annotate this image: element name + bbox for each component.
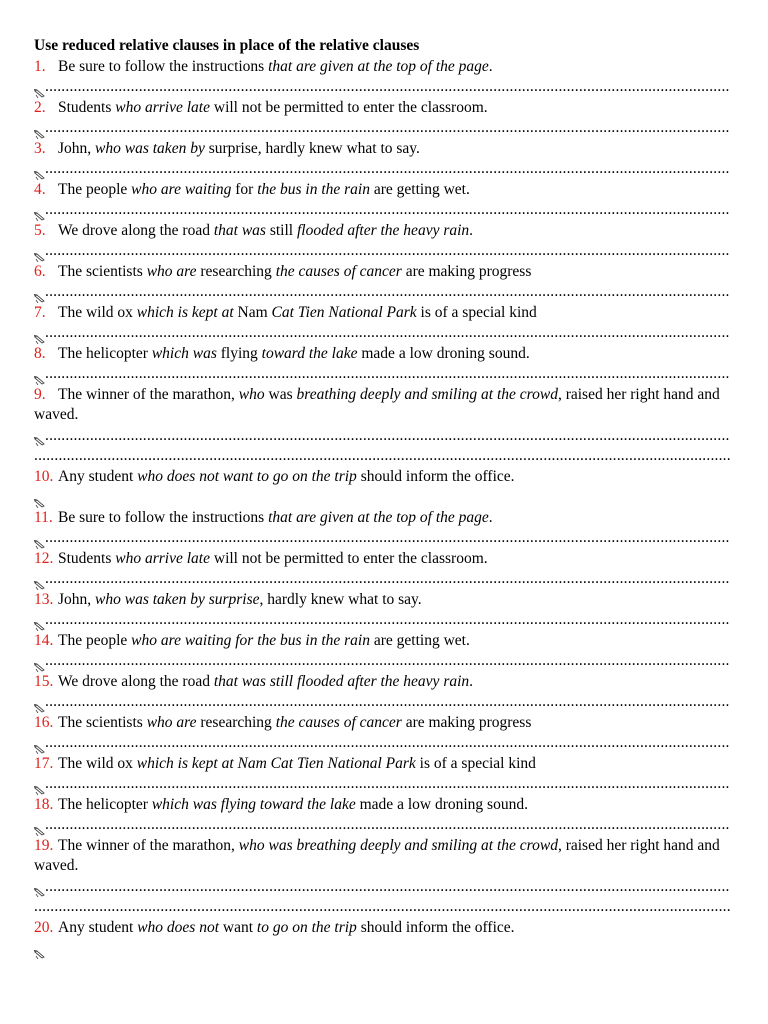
pencil-icon <box>34 331 45 341</box>
exercise-number: 11. <box>34 508 53 526</box>
answer-dotted-line <box>45 733 730 754</box>
relative-clause-text: which was <box>151 344 217 362</box>
answer-line[interactable] <box>34 118 730 139</box>
sentence-text: are getting wet. <box>370 180 470 198</box>
exercise-item <box>34 262 730 303</box>
exercise-sentence <box>34 180 730 201</box>
exercise-sentence <box>34 549 730 570</box>
sentence-text: want <box>219 918 257 936</box>
answer-line[interactable] <box>34 938 730 959</box>
worksheet-title: Use reduced relative clauses in place of the relative clauses <box>34 37 420 54</box>
exercise-item <box>34 139 730 180</box>
answer-line[interactable] <box>34 692 730 713</box>
pencil-icon <box>34 618 45 628</box>
exercise-sentence <box>34 918 730 939</box>
pencil-icon <box>34 823 45 833</box>
answer-line[interactable] <box>34 241 730 262</box>
exercise-number: 13. <box>34 590 54 608</box>
answer-dotted-line <box>45 241 730 262</box>
sentence-text: was <box>264 385 297 403</box>
exercise-number: 7. <box>34 303 46 321</box>
exercise-item <box>34 918 730 959</box>
relative-clause-text: Cat Tien National Park <box>271 303 417 321</box>
exercise-number: 12. <box>34 549 54 567</box>
exercise-number: 9. <box>34 385 46 403</box>
sentence-text: , raised her right hand and waved. <box>34 836 720 874</box>
exercise-item <box>34 713 730 754</box>
relative-clause-text: that was still flooded after the heavy rain <box>213 672 470 690</box>
answer-dotted-line <box>45 774 730 795</box>
exercise-number: 20. <box>34 918 54 936</box>
sentence-text: researching <box>196 713 276 731</box>
answer-dotted-line <box>45 651 730 672</box>
sentence-text: should inform the office. <box>356 918 515 936</box>
sentence-text: The scientists <box>58 713 147 731</box>
sentence-text: Any student <box>58 467 138 485</box>
answer-line[interactable] <box>34 282 730 303</box>
exercise-number: 8. <box>34 344 46 362</box>
relative-clause-text: who are waiting <box>131 180 232 198</box>
answer-dotted-line <box>45 487 730 508</box>
exercise-number: 18. <box>34 795 54 813</box>
relative-clause-text: the causes of cancer <box>275 713 402 731</box>
relative-clause-text: who are <box>146 713 197 731</box>
relative-clause-text: that was <box>213 221 266 239</box>
answer-dotted-line <box>45 528 730 549</box>
exercise-sentence <box>34 385 730 426</box>
exercise-sentence <box>34 590 730 611</box>
sentence-text: , hardly knew what to say. <box>259 590 422 608</box>
sentence-text: The wild ox <box>58 754 137 772</box>
pencil-icon <box>34 946 45 956</box>
sentence-text: are getting wet. <box>370 631 470 649</box>
sentence-text: The winner of the marathon, <box>58 385 239 403</box>
relative-clause-text: which is kept at <box>136 303 234 321</box>
exercise-item <box>34 385 730 467</box>
answer-line[interactable] <box>34 877 730 898</box>
exercise-sentence <box>34 795 730 816</box>
answer-line[interactable] <box>34 569 730 590</box>
exercise-sentence <box>34 139 730 160</box>
pencil-icon <box>34 782 45 792</box>
sentence-text: are making progress <box>401 713 532 731</box>
sentence-text: still <box>265 221 297 239</box>
exercise-sentence <box>34 713 730 734</box>
answer-line[interactable] <box>34 323 730 344</box>
exercise-item <box>34 508 730 549</box>
answer-dotted-line[interactable] <box>34 446 730 467</box>
answer-dotted-line <box>45 938 730 959</box>
exercise-number: 2. <box>34 98 46 116</box>
exercise-sentence <box>34 344 730 365</box>
sentence-text: , raised her right hand and waved. <box>34 385 720 423</box>
answer-dotted-line <box>45 77 730 98</box>
relative-clause-text: breathing deeply and smiling at the crowd <box>296 385 558 403</box>
answer-line[interactable] <box>34 487 730 508</box>
pencil-icon <box>34 741 45 751</box>
exercise-sentence <box>34 303 730 324</box>
sentence-text: surprise, hardly knew what to say. <box>204 139 420 157</box>
exercise-sentence <box>34 262 730 283</box>
pencil-icon <box>34 577 45 587</box>
answer-dotted-line <box>45 118 730 139</box>
exercise-item <box>34 221 730 262</box>
answer-line[interactable] <box>34 200 730 221</box>
exercise-sentence <box>34 57 730 78</box>
answer-dotted-line <box>45 282 730 303</box>
answer-dotted-line <box>45 200 730 221</box>
exercise-item <box>34 467 730 508</box>
answer-line[interactable] <box>34 733 730 754</box>
sentence-text: researching <box>196 262 276 280</box>
sentence-text: Nam <box>233 303 272 321</box>
sentence-text: John, <box>58 590 96 608</box>
sentence-text: are making progress <box>401 262 532 280</box>
relative-clause-text: who <box>238 385 265 403</box>
answer-line[interactable] <box>34 528 730 549</box>
exercise-item <box>34 795 730 836</box>
answer-dotted-line <box>45 692 730 713</box>
answer-line[interactable] <box>34 364 730 385</box>
relative-clause-text: toward the lake <box>261 344 358 362</box>
relative-clause-text: who was taken by surprise <box>95 590 260 608</box>
sentence-text: The wild ox <box>58 303 137 321</box>
sentence-text: Students <box>58 98 116 116</box>
exercise-sentence <box>34 221 730 242</box>
answer-line[interactable] <box>34 610 730 631</box>
answer-line[interactable] <box>34 159 730 180</box>
pencil-icon <box>34 208 45 218</box>
sentence-text: should inform the office. <box>356 467 515 485</box>
pencil-icon <box>34 700 45 710</box>
sentence-text: Any student <box>58 918 138 936</box>
sentence-text: will not be permitted to enter the classroom. <box>210 549 488 567</box>
exercise-number: 1. <box>34 57 46 75</box>
exercise-number: 4. <box>34 180 46 198</box>
exercise-number: 15. <box>34 672 54 690</box>
exercise-number: 10. <box>34 467 54 485</box>
relative-clause-text: who does not <box>137 918 220 936</box>
relative-clause-text: flooded after the heavy rain <box>296 221 470 239</box>
sentence-text: The people <box>58 180 132 198</box>
relative-clause-text: who are waiting for the bus in the rain <box>131 631 370 649</box>
answer-dotted-line <box>45 877 730 898</box>
exercise-item <box>34 836 730 918</box>
sentence-text: will not be permitted to enter the classroom. <box>210 98 488 116</box>
exercise-number: 17. <box>34 754 54 772</box>
pencil-icon <box>34 433 45 443</box>
pencil-icon <box>34 495 45 505</box>
sentence-text: for <box>231 180 258 198</box>
answer-dotted-line <box>45 323 730 344</box>
sentence-text: The scientists <box>58 262 147 280</box>
sentence-text: . <box>488 57 493 75</box>
exercise-number: 3. <box>34 139 46 157</box>
sentence-text: We drove along the road <box>58 672 214 690</box>
sentence-text: Be sure to follow the instructions <box>58 57 269 75</box>
relative-clause-text: which was flying toward the lake <box>151 795 356 813</box>
exercise-list <box>34 57 730 959</box>
answer-line[interactable] <box>34 651 730 672</box>
pencil-icon <box>34 659 45 669</box>
relative-clause-text: the bus in the rain <box>257 180 370 198</box>
relative-clause-text: which is kept at Nam Cat Tien National Park <box>136 754 416 772</box>
exercise-number: 16. <box>34 713 54 731</box>
exercise-sentence <box>34 836 730 877</box>
exercise-sentence <box>34 98 730 119</box>
exercise-item <box>34 344 730 385</box>
answer-line[interactable] <box>34 774 730 795</box>
answer-dotted-line <box>45 610 730 631</box>
relative-clause-text: who does not want to go on the trip <box>137 467 357 485</box>
exercise-sentence <box>34 672 730 693</box>
sentence-text: The helicopter <box>58 795 152 813</box>
exercise-number: 6. <box>34 262 46 280</box>
exercise-number: 14. <box>34 631 54 649</box>
exercise-item <box>34 180 730 221</box>
answer-line[interactable] <box>34 77 730 98</box>
pencil-icon <box>34 372 45 382</box>
answer-dotted-line <box>45 815 730 836</box>
sentence-text: . <box>469 672 474 690</box>
sentence-text: The winner of the marathon, <box>58 836 239 854</box>
exercise-number: 19. <box>34 836 54 854</box>
worksheet <box>34 36 730 959</box>
exercise-item <box>34 549 730 590</box>
relative-clause-text: who was breathing deeply and smiling at the crowd <box>238 836 558 854</box>
pencil-icon <box>34 167 45 177</box>
sentence-text: Students <box>58 549 116 567</box>
sentence-text: The people <box>58 631 132 649</box>
exercise-sentence <box>34 631 730 652</box>
sentence-text: The helicopter <box>58 344 152 362</box>
pencil-icon <box>34 536 45 546</box>
answer-dotted-line <box>45 159 730 180</box>
relative-clause-text: who was taken by <box>95 139 205 157</box>
sentence-text: John, <box>58 139 96 157</box>
sentence-text: . <box>469 221 474 239</box>
relative-clause-text: who arrive late <box>115 98 210 116</box>
sentence-text: We drove along the road <box>58 221 214 239</box>
exercise-item <box>34 590 730 631</box>
pencil-icon <box>34 85 45 95</box>
answer-dotted-line <box>45 364 730 385</box>
sentence-text: is of a special kind <box>415 754 536 772</box>
relative-clause-text: the causes of cancer <box>275 262 402 280</box>
answer-line[interactable] <box>34 815 730 836</box>
relative-clause-text: who are <box>146 262 197 280</box>
exercise-sentence <box>34 754 730 775</box>
relative-clause-text: to go on the trip <box>256 918 357 936</box>
exercise-item <box>34 57 730 98</box>
exercise-number: 5. <box>34 221 46 239</box>
sentence-text: made a low droning sound. <box>357 344 530 362</box>
pencil-icon <box>34 884 45 894</box>
sentence-text: Be sure to follow the instructions <box>58 508 269 526</box>
sentence-text: flying <box>216 344 262 362</box>
answer-dotted-line <box>45 569 730 590</box>
sentence-text: is of a special kind <box>416 303 537 321</box>
pencil-icon <box>34 249 45 259</box>
answer-dotted-line[interactable] <box>34 897 730 918</box>
exercise-item <box>34 98 730 139</box>
sentence-text: . <box>488 508 493 526</box>
pencil-icon <box>34 126 45 136</box>
exercise-sentence <box>34 508 730 529</box>
exercise-item <box>34 631 730 672</box>
pencil-icon <box>34 290 45 300</box>
sentence-text: made a low droning sound. <box>355 795 528 813</box>
relative-clause-text: that are given at the top of the page <box>268 508 489 526</box>
answer-dotted-line <box>45 426 730 447</box>
exercise-item <box>34 672 730 713</box>
relative-clause-text: that are given at the top of the page <box>268 57 489 75</box>
exercise-item <box>34 303 730 344</box>
exercise-sentence <box>34 467 730 488</box>
exercise-item <box>34 754 730 795</box>
relative-clause-text: who arrive late <box>115 549 210 567</box>
answer-line[interactable] <box>34 426 730 447</box>
